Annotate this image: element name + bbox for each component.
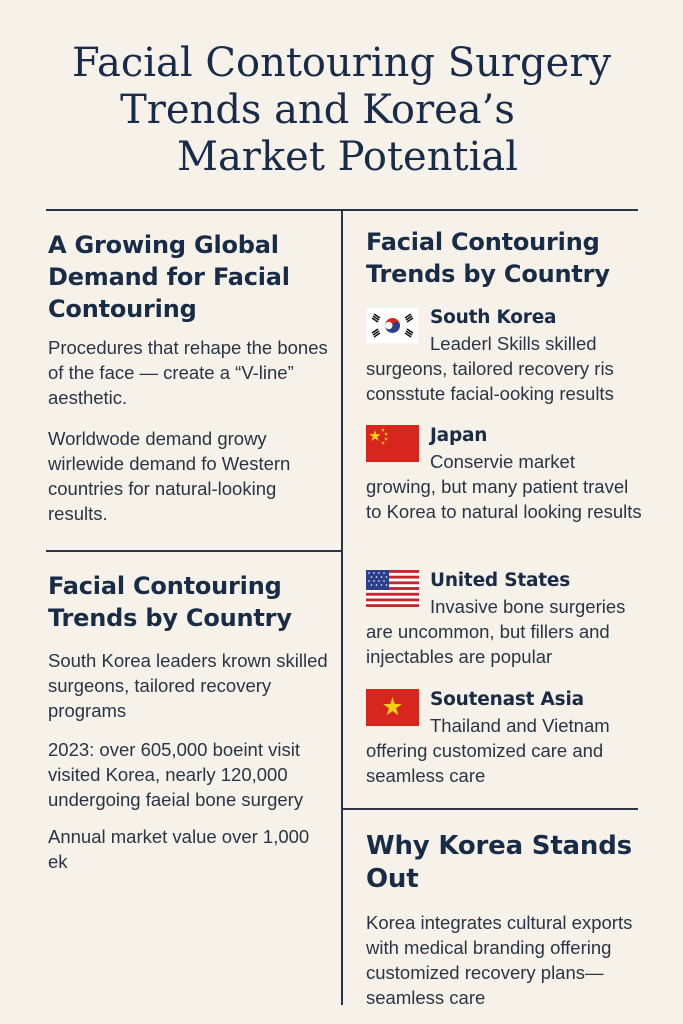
country-name: South Korea <box>430 307 557 328</box>
right-trends-heading: Facial Contouring Trends by Country <box>366 228 610 288</box>
global-demand-text-2: Worldwode demand growy wirlewide demand fo Western countries for natural-looking results. <box>48 428 291 524</box>
country-description: Invasive bone surgeries are uncommon, but fillers and injectables are popular <box>366 596 626 667</box>
right-section-divider <box>342 808 638 810</box>
column-divider <box>341 210 343 1005</box>
country-name: Japan <box>430 425 488 446</box>
country-description: Leaderl Skills skilled surgeons, tailored recovery ris consstute facial-ooking results <box>366 333 614 404</box>
left-trends-text-3: Annual market value over 1,000 ek <box>48 826 310 872</box>
global-demand-text-1: Procedures that rehape the bones of the face — create a “V-line” aesthetic. <box>48 337 328 408</box>
title-line-1: Facial Contouring Surgery <box>71 40 612 86</box>
global-demand-section <box>48 229 333 526</box>
title-line-3: Market Potential <box>176 134 518 180</box>
why-korea-text: Korea integrates cultural exports with medical branding offering customized recovery plans— seamless care <box>366 912 633 1008</box>
why-korea-heading: Why Korea Stands Out <box>366 831 632 894</box>
country-name: United States <box>430 570 571 591</box>
title-line-2: Trends and Korea’s <box>120 87 515 133</box>
country-description: Thailand and Vietnam offering customized care and seamless care <box>366 715 610 786</box>
left-trends-section <box>48 570 333 874</box>
country-name: Soutenast Asia <box>430 689 584 710</box>
country-description: Conservie market growing, but many patient travel to Korea to natural looking results <box>366 451 642 522</box>
left-trends-heading: Facial Contouring Trends by Country <box>48 572 292 632</box>
right-trends-section <box>366 226 646 290</box>
left-trends-text-1: South Korea leaders krown skilled surgeons, tailored recovery programs <box>48 650 328 721</box>
global-demand-heading: A Growing Global Demand for Facial Contouring <box>48 231 290 323</box>
why-korea-section <box>366 830 646 1010</box>
page-title <box>0 40 683 181</box>
left-trends-text-2: 2023: over 605,000 boeint visit visited Korea, nearly 120,000 undergoing faeial bone surgery <box>48 739 304 810</box>
left-section-divider <box>46 550 341 552</box>
